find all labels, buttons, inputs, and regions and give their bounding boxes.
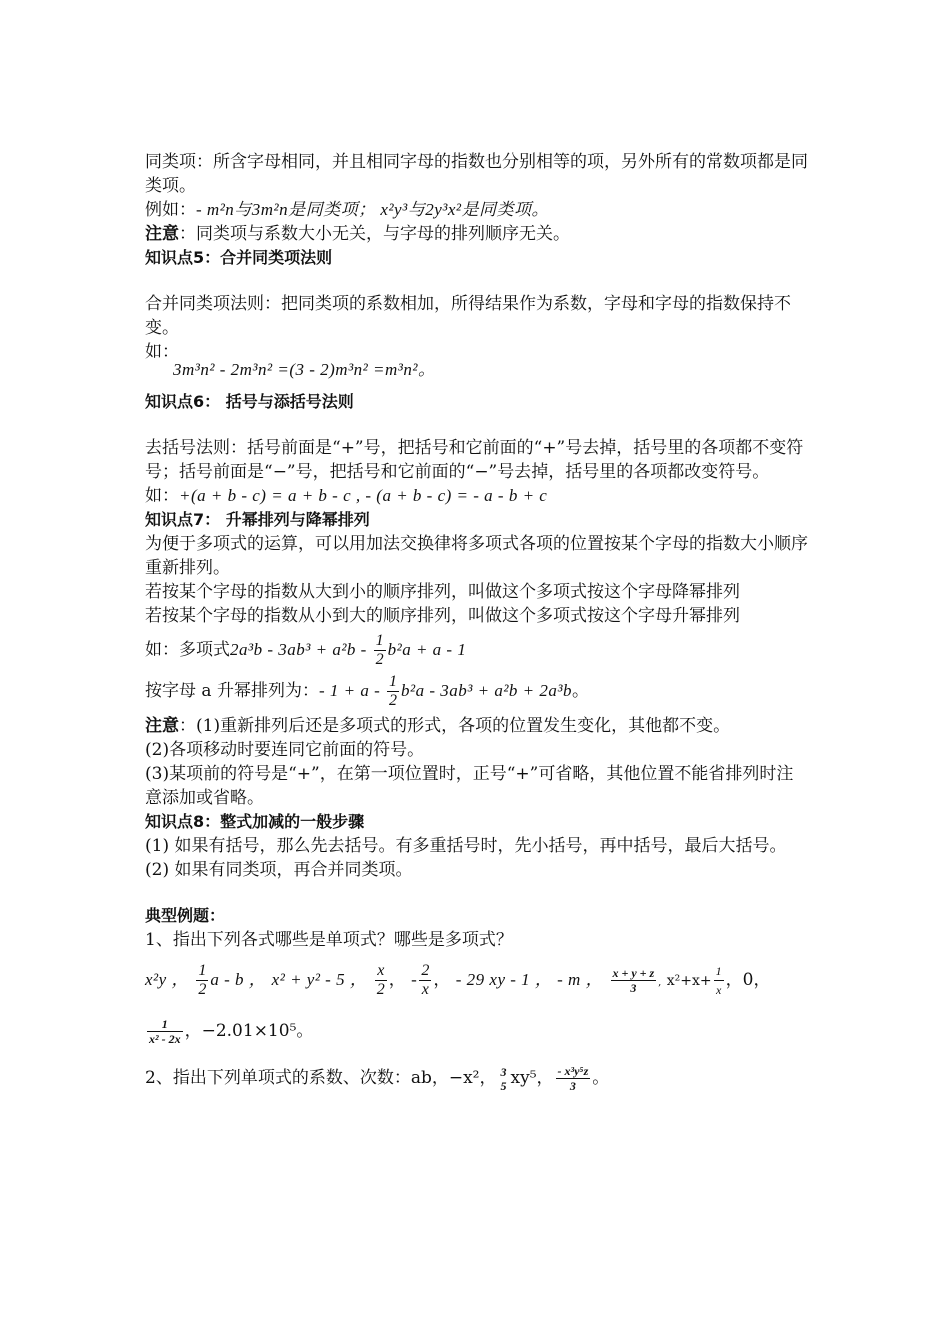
like-terms-definition: 同类项：所含字母相同，并且相同字母的指数也分别相等的项，另外所有的常数项都是同类项。 <box>145 152 808 196</box>
fraction: $\frac{\text{- x³y⁵z}}{3}$ <box>557 1064 589 1093</box>
examples-heading: 典型例题： <box>145 906 226 925</box>
kp7-para-2: 若按某个字母的指数从大到小的顺序排列，叫做这个多项式按这个字母降幂排列 <box>145 582 740 602</box>
fraction: $\frac{x + y + z}{3}$ <box>612 966 655 995</box>
fraction: $\frac{1}{2}$ <box>198 962 207 998</box>
kp5-heading: 知识点5：合并同类项法则 <box>145 248 333 267</box>
question-1-expressions: x²y ， $\frac{1}{2}$ a - b ， x² + y² - 5 ， $\frac{x}{2}$ ， - $\frac{2}{x}$ ， - 29 xy - 1 ， - m ， $\frac{x + y + z}{3}$ , x²+x+ $\frac{1}{x}$ ，0， <box>145 962 771 998</box>
kp7-example-descending: 如：多项式2a³b - 3ab³ + a²b - $\frac{1}{2}$ b²a + a - 1 <box>145 632 467 668</box>
fraction: $\frac{x}{2}$ <box>376 962 385 998</box>
kp7-note-1: 注意：(1)重新排列后还是多项式的形式，各项的位置发生变化，其他都不变。 <box>145 716 731 736</box>
kp8-step-2: (2) 如果有同类项，再合并同类项。 <box>145 860 413 880</box>
kp8-heading: 知识点8：整式加减的一般步骤 <box>145 812 365 831</box>
kp7-heading: 知识点7： 升幂排列与降幂排列 <box>145 510 370 529</box>
question-1: 1、指出下列各式哪些是单项式？哪些是多项式？ <box>145 930 513 950</box>
like-terms-example-math: - m²n与3m²n是同类项； x²y³与2y³x²是同类项。 <box>196 200 549 219</box>
kp7-example-ascending: 按字母 a 升幂排列为：- 1 + a - $\frac{1}{2}$ b²a - 3ab³ + a²b + 2a³b。 <box>145 673 589 709</box>
note-label: 注意 <box>145 716 179 736</box>
kp6-heading: 知识点6： 括号与添括号法则 <box>145 392 354 411</box>
like-terms-example: 例如：- m²n与3m²n是同类项； x²y³与2y³x²是同类项。 <box>145 200 549 220</box>
kp7-para-3: 若按某个字母的指数从小到大的顺序排列，叫做这个多项式按这个字母升幂排列 <box>145 606 740 626</box>
like-terms-note: 注意：同类项与系数大小无关，与字母的排列顺序无关。 <box>145 224 570 244</box>
fraction: $\frac{1}{\text{x² - 2x}}$ <box>149 1017 181 1046</box>
kp8-step-1: (1) 如果有括号，那么先去括号。有多重括号时，先小括号，再中括号，最后大括号。 <box>145 836 787 856</box>
kp5-rule: 合并同类项法则：把同类项的系数相加，所得结果作为系数，字母和字母的指数保持不变。 <box>145 294 791 338</box>
kp7-para-1: 为便于多项式的运算，可以用加法交换律将多项式各项的位置按某个字母的指数大小顺序重新排列。 <box>145 534 808 578</box>
kp7-note-3: (3)某项前的符号是“+”，在第一项位置时，正号“+”可省略，其他位置不能省排列时注意添加或省略。 <box>145 764 794 808</box>
kp6-rule: 去括号法则：括号前面是“+”号，把括号和它前面的“+”号去掉，括号里的各项都不变符号；括号前面是“−”号，把括号和它前面的“−”号去掉，括号里的各项都改变符号。 <box>145 438 804 482</box>
note-label: 注意 <box>145 224 179 244</box>
fraction: $\frac{1}{2}$ <box>389 673 397 709</box>
fraction: $\frac{1}{2}$ <box>375 632 384 668</box>
fraction: $\frac{2}{x}$ <box>421 962 430 998</box>
kp7-note-2: (2)各项移动时要连同它前面的符号。 <box>145 740 425 760</box>
question-2: 2、指出下列单项式的系数、次数：ab，−x²， 3 5 xy⁵， $\frac{\text{- x³y⁵z}}{3}$ 。 <box>145 1064 610 1093</box>
kp5-example-prefix: 如： <box>145 342 179 362</box>
fraction: $\frac{1}{x}$ <box>715 964 722 997</box>
kp6-example: 如：+(a + b - c) = a + b - c , - (a + b - c) = - a - b + c <box>145 486 548 506</box>
fraction: 3 5 <box>500 1064 507 1093</box>
question-1-expressions-2: $\frac{1}{\text{x² - 2x}}$ ，−2.01×10⁵。 <box>149 1017 314 1046</box>
kp5-example-math: 3m³n² - 2m³n² =(3 - 2)m³n² =m³n²。 <box>173 360 436 379</box>
document-body <box>145 150 810 1097</box>
kp6-example-math: +(a + b - c) = a + b - c , - (a + b - c) = - a - b + c <box>179 486 548 505</box>
